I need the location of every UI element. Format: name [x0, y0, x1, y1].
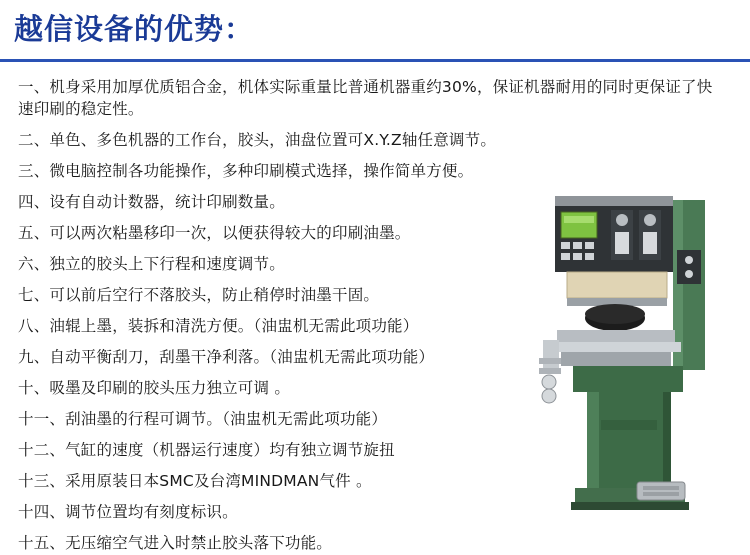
list-item: 十三、采用原装日本SMC及台湾MINDMAN气件 。 [18, 472, 372, 491]
list-item: 十五、无压缩空气进入时禁止胶头落下功能。 [18, 534, 333, 553]
list-item: 十、吸墨及印刷的胶头压力独立可调 。 [18, 379, 291, 398]
list-item: 九、自动平衡刮刀，刮墨干净利落。（油盅机无需此项功能） [18, 348, 435, 367]
page-header [0, 0, 750, 62]
advantages-list [18, 76, 713, 555]
list-item: 十四、调节位置均有刻度标识。 [18, 503, 238, 522]
list-item: 十二、气缸的速度（机器运行速度）均有独立调节旋扭 [18, 441, 395, 460]
pad-printing-machine-photo [527, 190, 742, 520]
list-item: 二、单色、多色机器的工作台，胶头，油盘位置可X.Y.Z轴任意调节。 [18, 131, 497, 150]
page-title: 越信设备的优势： [14, 12, 255, 46]
list-item: 四、设有自动计数器，统计印刷数量。 [18, 193, 285, 212]
list-item: 三、微电脑控制各功能操作，多种印刷模式选择，操作简单方便。 [18, 162, 474, 181]
list-item: 十一、刮油墨的行程可调节。（油盅机无需此项功能） [18, 410, 388, 429]
list-item: 七、可以前后空行不落胶头，防止稍停时油墨干固。 [18, 286, 380, 305]
list-item: 五、可以两次粘墨移印一次，以便获得较大的印刷油墨。 [18, 224, 411, 243]
list-item: 八、油辊上墨，装拆和清洗方便。（油盅机无需此项功能） [18, 317, 419, 336]
list-item: 六、独立的胶头上下行程和速度调节。 [18, 255, 285, 274]
list-item: 一、机身采用加厚优质铝合金，机体实际重量比普通机器重约30%，保证机器耐用的同时更保证了快速印刷的稳定性。 [18, 78, 713, 119]
